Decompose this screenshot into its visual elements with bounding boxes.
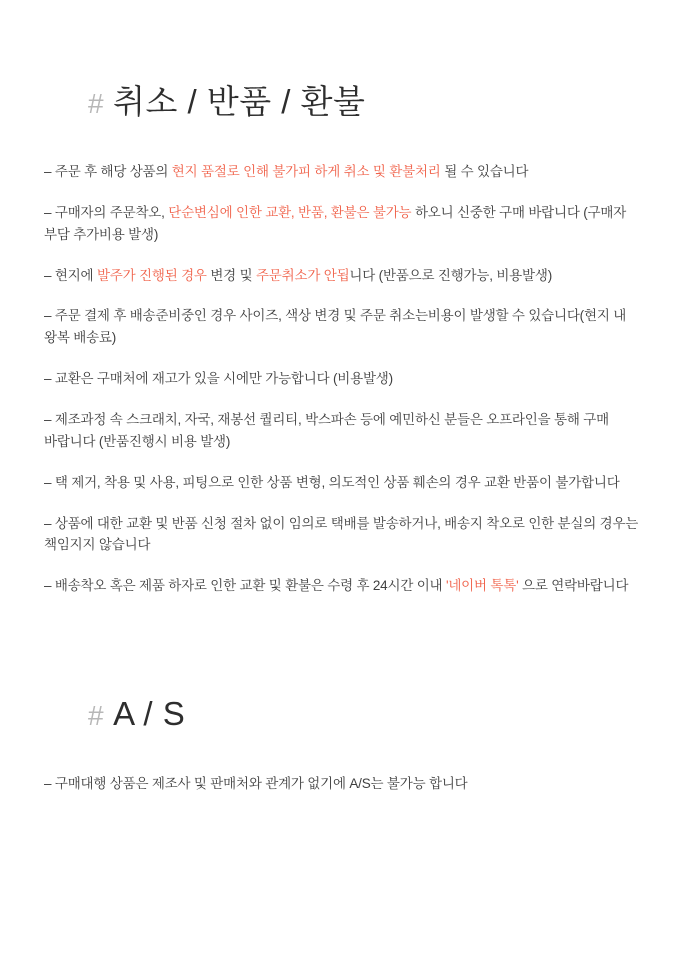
section-title-as	[88, 695, 688, 733]
policy-text: – 구매자의 주문착오,	[44, 204, 169, 220]
section-title-cancel-return-refund	[88, 76, 688, 123]
policy-item	[44, 575, 642, 597]
policy-text: 으로 연락바랍니다	[518, 578, 629, 594]
policy-item	[44, 409, 642, 453]
policy-text: – 상품에 대한 교환 및 반품 신청 절차 없이 임의로 택배를 발송하거나, 배송지 착오로 인한 분실의 경우는 책임지지 않습니다	[44, 515, 639, 553]
policy-list-as	[0, 773, 688, 795]
policy-text: – 주문 후 해당 상품의	[44, 164, 172, 179]
policy-item	[44, 265, 642, 287]
policy-item	[44, 305, 642, 349]
policy-text: – 제조과정 속 스크래치, 자국, 재봉선 퀄리티, 박스파손 등에 예민하신 분들은 오프라인을 통해 구매 바랍니다 (반품진행시 비용 발생)	[44, 412, 609, 449]
policy-item	[44, 513, 642, 557]
policy-item	[44, 368, 642, 390]
hash-icon: #	[88, 700, 105, 732]
policy-text: 될 수 있습니다	[440, 164, 529, 179]
section-title-text: A / S	[113, 695, 186, 733]
highlighted-text: 주문취소가 안됩	[255, 267, 350, 283]
policy-item	[44, 773, 642, 795]
policy-page	[0, 76, 688, 956]
policy-text: 하오니 신중한 구매 바랍니다 (구매자 부담 추가비용 발생)	[44, 204, 627, 242]
policy-text: – 교환은 구매처에 재고가 있을 시에만 가능합니다 (비용발생)	[44, 371, 393, 387]
policy-item	[44, 472, 642, 494]
section-title-text: 취소 / 반품 / 환불	[113, 83, 366, 120]
policy-text: 니다 (반품으로 진행가능, 비용발생)	[349, 267, 552, 283]
policy-text: – 현지에	[44, 267, 97, 283]
highlighted-text: '네이버 톡톡'	[445, 578, 519, 594]
policy-item	[44, 202, 642, 246]
policy-text: – 주문 결제 후 배송준비중인 경우 사이즈, 색상 변경 및 주문 취소는비용이 발생할 수 있습니다(현지 내 왕복 배송료)	[44, 308, 627, 346]
policy-list-cancel-return-refund	[0, 161, 688, 597]
highlighted-text: 발주가 진행된 경우	[96, 267, 207, 283]
policy-text: – 배송착오 혹은 제품 하자로 인한 교환 및 환불은 수령 후 24시간 이내	[44, 578, 446, 594]
highlighted-text: 현지 품절로 인해 불가피 하게 취소 및 환불처리	[171, 164, 441, 179]
policy-text: – 구매대행 상품은 제조사 및 판매처와 관계가 없기에 A/S는 불가능 합니다	[44, 776, 468, 792]
policy-text: 변경 및	[206, 267, 256, 283]
highlighted-text: 단순변심에 인한 교환, 반품, 환불은 불가능	[168, 204, 412, 220]
hash-icon: #	[88, 88, 105, 119]
policy-text: – 택 제거, 착용 및 사용, 피팅으로 인한 상품 변형, 의도적인 상품 훼손의 경우 교환 반품이 불가합니다	[44, 474, 620, 490]
policy-item	[44, 161, 642, 183]
